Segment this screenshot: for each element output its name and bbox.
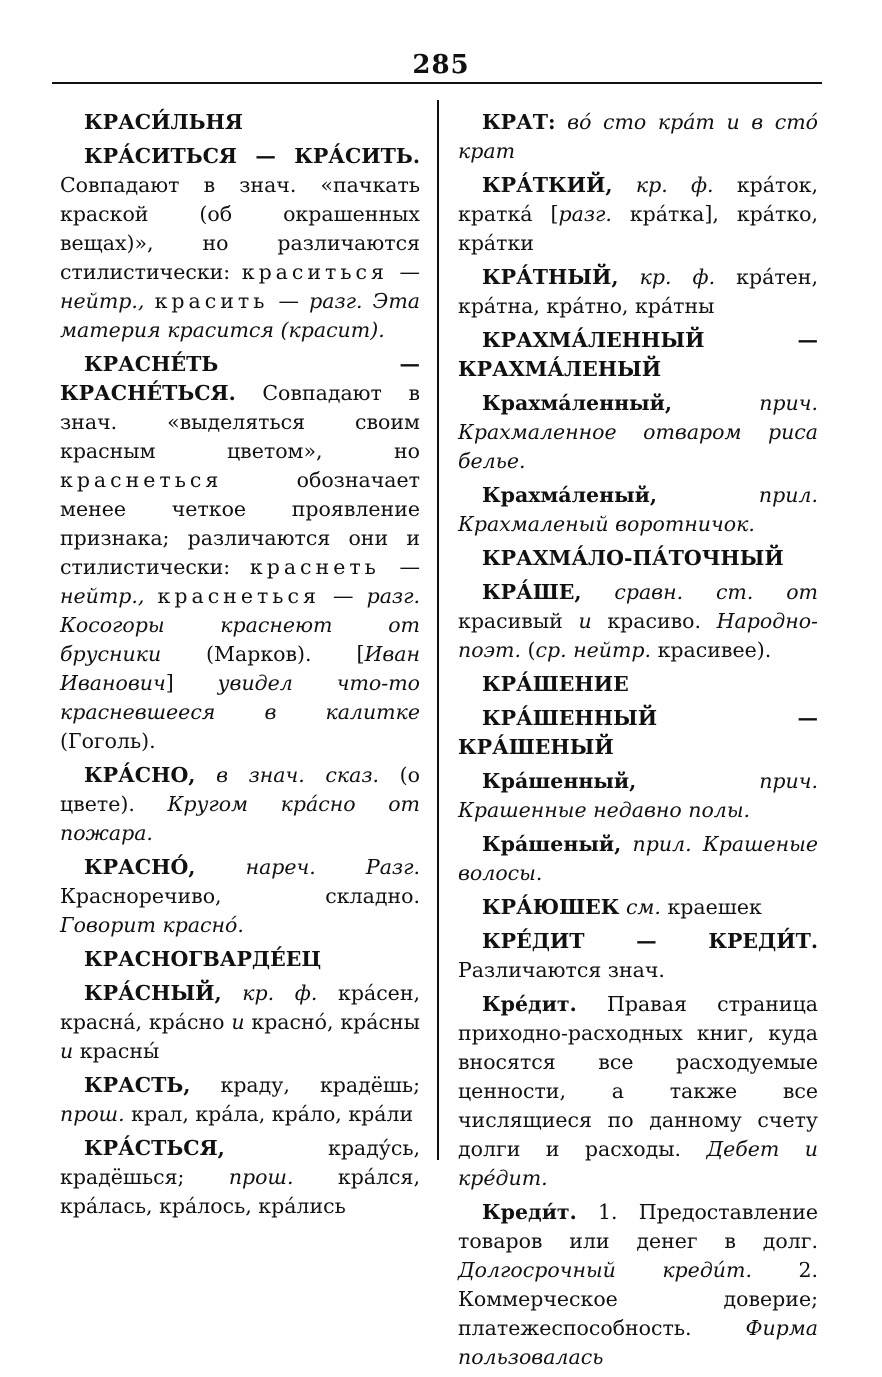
entry-text: кра́ток, кратка́ [ xyxy=(458,173,818,226)
italic-label: сравн. ст. от xyxy=(614,580,818,604)
headword: КРА́СНО, xyxy=(84,763,196,787)
entry-text: краду, крадёшь; xyxy=(220,1073,420,1097)
example: Иван Иванович xyxy=(60,642,420,695)
dictionary-entry xyxy=(458,481,818,539)
headword: Кра́шеный, xyxy=(482,832,622,856)
dictionary-entry xyxy=(458,578,818,665)
spaced-term: краситься xyxy=(241,260,388,284)
headword: Креди́т. xyxy=(482,1200,577,1224)
headword: Крахма́леный, xyxy=(482,483,657,507)
headword: КРА́СНЫЙ, xyxy=(84,981,222,1005)
example: прич. Крахмаленное отваром риса белье. xyxy=(458,391,818,473)
entry-text: краешек xyxy=(667,895,762,919)
dictionary-entry xyxy=(458,670,818,699)
dictionary-entry xyxy=(458,544,818,573)
italic-label: нейтр., xyxy=(60,584,145,608)
dictionary-entry xyxy=(60,761,420,848)
headword: КРАСТЬ, xyxy=(84,1073,191,1097)
entry-text: кра́лся, кра́лась, кра́лось, кра́лись xyxy=(60,1165,420,1218)
headword: КРАСНО́, xyxy=(84,855,196,879)
italic-label: кр. ф. xyxy=(639,265,716,289)
example: Фирма пользовалась xyxy=(458,1316,818,1369)
entry-text: кра́сен, красна́, кра́сно xyxy=(60,981,420,1034)
dictionary-entry xyxy=(60,108,420,137)
dictionary-entry xyxy=(60,350,420,756)
example: Говорит красно́. xyxy=(60,913,244,937)
entry-text: Правая страница приходно-расходных книг, куда вносятся все расходуемые ценности, а также все числящиеся по данному счету долги и расходы. xyxy=(458,992,818,1161)
entry-text: ] xyxy=(165,671,174,695)
headword: КРА́ШЕННЫЙ — КРА́ШЕНЫЙ xyxy=(458,706,818,759)
headword: КРАСНОГВАРДЕ́ЕЦ xyxy=(84,947,322,971)
dictionary-entry xyxy=(60,853,420,940)
entry-text: 1. Предоставление товаров или денег в долг. xyxy=(458,1200,818,1253)
example: Дебет и кре́дит. xyxy=(458,1137,818,1190)
italic-label: нейтр., xyxy=(60,289,145,313)
example: прил. Крахмаленый воротничок. xyxy=(458,483,818,536)
spaced-term: красить xyxy=(154,289,269,313)
headword: КРАСНЕ́ТЬ — КРАСНЕ́ТЬСЯ. xyxy=(60,352,420,405)
example: разг. Косогоры краснеют от брусники xyxy=(60,584,420,666)
italic-label: и xyxy=(578,609,592,633)
dictionary-entry xyxy=(458,389,818,476)
entry-text: 2. Коммерческое доверие; платежеспособность. xyxy=(458,1258,818,1340)
entry-text: красиво. xyxy=(607,609,702,633)
entry-text: крал, кра́ла, кра́ло, кра́ли xyxy=(131,1102,414,1126)
headword: КРЕ́ДИТ — КРЕДИ́Т. xyxy=(482,929,818,953)
entry-text: красно́, кра́сны xyxy=(251,1010,420,1034)
spaced-term: краснеться xyxy=(60,468,223,492)
entry-text: — xyxy=(332,584,354,608)
headword: Кра́шенный, xyxy=(482,769,637,793)
dictionary-entry xyxy=(60,945,420,974)
headword: КРА́СТЬСЯ, xyxy=(84,1136,225,1160)
headword: КРАХМА́ЛЕННЫЙ — КРАХМА́ЛЕНЫЙ xyxy=(458,328,818,381)
entry-text: (о цвете). xyxy=(60,763,420,816)
entry-text: красивый xyxy=(458,609,563,633)
headword: КРА́ШЕ, xyxy=(482,580,582,604)
dictionary-entry xyxy=(458,927,818,985)
headword: Крахма́ленный, xyxy=(482,391,672,415)
example: прил. Крашеные волосы. xyxy=(458,832,818,885)
headword: КРА́СИТЬСЯ — КРА́СИТЬ. xyxy=(84,144,420,168)
entry-text: красны́ xyxy=(79,1039,160,1063)
dictionary-entry xyxy=(458,171,818,258)
italic-label: прош. xyxy=(60,1102,125,1126)
entry-text: ( xyxy=(527,638,536,662)
example: во́ сто кра́т и в сто́ крат xyxy=(458,110,818,163)
dictionary-entry xyxy=(458,263,818,321)
italic-label: кр. ф. xyxy=(242,981,318,1005)
italic-label: прош. xyxy=(228,1165,294,1189)
dictionary-entry xyxy=(60,979,420,1066)
example: Кругом кра́сно от пожара. xyxy=(60,792,420,845)
headword: КРАХМА́ЛО-ПА́ТОЧНЫЙ xyxy=(482,546,784,570)
dictionary-entry xyxy=(458,108,818,166)
headword: КРАТ: xyxy=(482,110,556,134)
dictionary-entry xyxy=(458,1198,818,1372)
dictionary-entry xyxy=(458,704,818,762)
header-rule xyxy=(52,82,822,84)
example: увидел что-то красневшееся в калитке xyxy=(60,671,420,724)
right-column xyxy=(458,108,818,1377)
headword: Кре́дит. xyxy=(482,992,577,1016)
dictionary-entry xyxy=(60,1134,420,1221)
left-column xyxy=(60,108,420,1226)
italic-label: разг. xyxy=(558,202,612,226)
entry-text: — xyxy=(278,289,299,313)
headword: КРА́ТНЫЙ, xyxy=(482,265,619,289)
entry-text: кра́тка], кра́тко, кра́тки xyxy=(458,202,819,255)
entry-text: [ xyxy=(356,642,365,666)
headword: КРА́ЮШЕК xyxy=(482,895,620,919)
dictionary-entry xyxy=(458,830,818,888)
entry-text: обозначает менее четкое проявление признака; различаются они и стилистически: xyxy=(60,468,420,579)
example: прич. Крашенные недавно полы. xyxy=(458,769,818,822)
italic-label: Народно-поэт. xyxy=(458,609,818,662)
italic-label: ср. нейтр. xyxy=(535,638,652,662)
italic-label: см. xyxy=(625,895,661,919)
italic-label: нареч. Разг. xyxy=(245,855,420,879)
entry-text: (Марков). xyxy=(206,642,312,666)
headword: КРА́ТКИЙ, xyxy=(482,173,613,197)
example: Долгосрочный креди́т. xyxy=(458,1258,752,1282)
entry-text: — xyxy=(399,260,420,284)
entry-text: краду́сь, крадёшься; xyxy=(60,1136,420,1189)
dictionary-entry xyxy=(60,1071,420,1129)
entry-text: (Гоголь). xyxy=(60,729,156,753)
italic-label: и xyxy=(231,1010,245,1034)
entry-text: Совпадают в знач. «выделяться своим красным цветом», но xyxy=(60,381,420,463)
italic-label: в знач. сказ. xyxy=(216,763,380,787)
spaced-term: краснеться xyxy=(157,584,320,608)
entry-text: Красноречиво, складно. xyxy=(60,884,420,908)
dictionary-entry xyxy=(458,326,818,384)
entry-text: Совпадают в знач. «пачкать краской (об окрашенных вещах)», но различаются стилистически: xyxy=(60,173,420,284)
entry-text: красивее). xyxy=(657,638,772,662)
headword: КРА́ШЕНИЕ xyxy=(482,672,629,696)
dictionary-entry xyxy=(458,767,818,825)
entry-text: — xyxy=(399,555,420,579)
spaced-term: краснеть xyxy=(249,555,380,579)
example: разг. Эта материя красится (красит). xyxy=(60,289,420,342)
entry-text: Различаются знач. xyxy=(458,958,665,982)
headword: КРАСИ́ЛЬНЯ xyxy=(84,110,243,134)
dictionary-entry xyxy=(60,142,420,345)
column-divider xyxy=(437,100,439,1160)
italic-label: и xyxy=(60,1039,74,1063)
dictionary-entry xyxy=(458,990,818,1193)
dictionary-entry xyxy=(458,893,818,922)
page-number: 285 xyxy=(412,50,470,80)
italic-label: кр. ф. xyxy=(635,173,714,197)
entry-text: кра́тен, кра́тна, кра́тно, кра́тны xyxy=(458,265,818,318)
